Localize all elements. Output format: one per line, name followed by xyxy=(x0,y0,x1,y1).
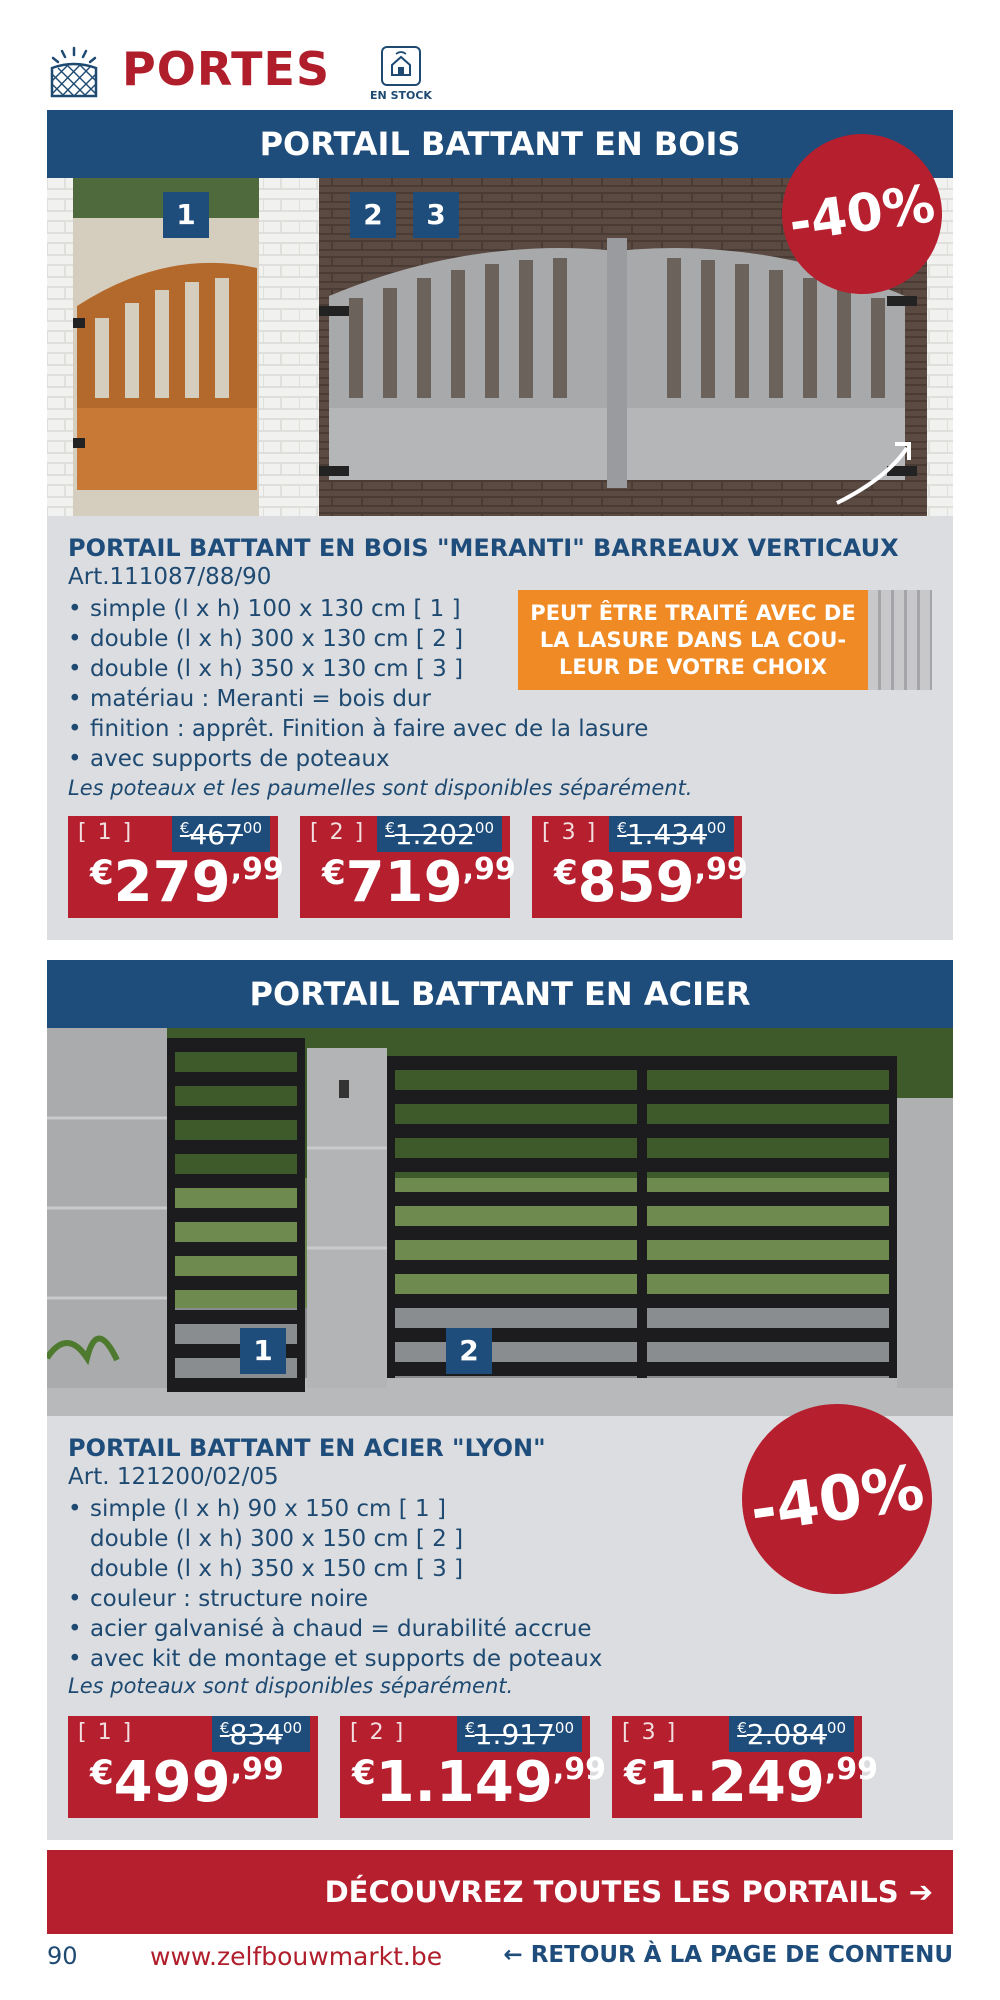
callout-line: LEUR DE VOTRE CHOIX xyxy=(558,655,828,679)
old-price: $^€834^{00}$ xyxy=(212,1716,310,1752)
sale-price: $^€1.249^{,99}$ xyxy=(624,1750,878,1815)
website-link[interactable]: www.zelfbouwmarkt.be xyxy=(150,1942,443,1971)
sale-price: $^€719^{,99}$ xyxy=(322,850,516,915)
callout-line: LA LASURE DANS LA COU- xyxy=(539,628,847,652)
wood-price-card-1 xyxy=(68,816,284,918)
steel-gate-photo xyxy=(47,1028,953,1416)
gate-logo-icon xyxy=(48,46,100,98)
steel-price-card-1 xyxy=(68,1716,318,1818)
sale-price: $^€279^{,99}$ xyxy=(90,850,284,915)
arrow-right-icon: ➔ xyxy=(908,1875,933,1909)
old-price: €1.917$^{00}$ xyxy=(457,1716,582,1752)
price-index: [ 1 ] xyxy=(78,820,134,845)
steel-product-title: PORTAIL BATTANT EN ACIER "LYON" xyxy=(68,1434,546,1462)
in-stock-badge xyxy=(366,46,436,102)
sale-price: $^€499^{,99}$ xyxy=(90,1750,284,1815)
in-stock-label: EN STOCK xyxy=(370,89,432,102)
steel-availability-note: Les poteaux sont disponibles séparément. xyxy=(68,1674,514,1698)
spec-item: • matériau : Meranti = bois dur xyxy=(68,686,431,712)
wood-article-number: Art.111087/88/90 xyxy=(68,564,272,590)
price-index: [ 2 ] xyxy=(350,1720,406,1745)
wood-price-card-3 xyxy=(532,816,748,918)
spec-item: • avec supports de poteaux xyxy=(68,746,390,772)
steel-gate-banner: PORTAIL BATTANT EN ACIER xyxy=(47,960,953,1028)
cta-label: DÉCOUVREZ TOUTES LES PORTAILS xyxy=(324,1875,899,1909)
spec-item: • double (l x h) 350 x 130 cm [ 3 ] xyxy=(68,656,464,682)
photo-badge-2: 2 xyxy=(446,1328,492,1374)
steel-price-card-3 xyxy=(612,1716,878,1818)
spec-item: • couleur : structure noire xyxy=(68,1586,369,1612)
price-index: [ 1 ] xyxy=(78,1720,134,1745)
page-title: PORTES xyxy=(122,42,331,96)
steel-gate-illustration xyxy=(47,1028,953,1416)
discover-all-gates-button[interactable] xyxy=(47,1850,953,1934)
stain-swatch xyxy=(868,590,932,690)
price-index: [ 3 ] xyxy=(622,1720,678,1745)
price-index: [ 2 ] xyxy=(310,820,366,845)
back-to-contents-link[interactable] xyxy=(503,1942,953,1968)
spec-item: • simple (l x h) 100 x 130 cm [ 1 ] xyxy=(68,596,461,622)
steel-price-card-2 xyxy=(340,1716,606,1818)
photo-badge-3: 3 xyxy=(413,192,459,238)
spec-item: double (l x h) 350 x 150 cm [ 3 ] xyxy=(90,1556,464,1582)
old-price: €1.202$^{00}$ xyxy=(377,816,502,852)
spec-item: • simple (l x h) 90 x 150 cm [ 1 ] xyxy=(68,1496,446,1522)
wood-availability-note: Les poteaux et les paumelles sont disponibles séparément. xyxy=(68,776,693,800)
old-price: $^€467^{00}$ xyxy=(172,816,270,852)
spec-item: • acier galvanisé à chaud = durabilité accrue xyxy=(68,1616,592,1642)
photo-badge-1: 1 xyxy=(240,1328,286,1374)
callout-line: PEUT ÊTRE TRAITÉ AVEC DE xyxy=(530,601,856,625)
wood-product-title: PORTAIL BATTANT EN BOIS "MERANTI" BARREAUX VERTICAUX xyxy=(68,534,899,562)
spec-item: double (l x h) 300 x 150 cm [ 2 ] xyxy=(90,1526,464,1552)
sale-price: $^€859^{,99}$ xyxy=(554,850,748,915)
page-number: 90 xyxy=(47,1942,78,1970)
stain-callout xyxy=(518,590,868,690)
photo-badge-1: 1 xyxy=(163,192,209,238)
price-index: [ 3 ] xyxy=(542,820,598,845)
spec-item: • avec kit de montage et supports de poteaux xyxy=(68,1646,603,1672)
steel-article-number: Art. 121200/02/05 xyxy=(68,1464,279,1490)
store-icon xyxy=(381,46,421,86)
old-price: €2.084$^{00}$ xyxy=(729,1716,854,1752)
spec-item: • double (l x h) 300 x 130 cm [ 2 ] xyxy=(68,626,464,652)
wood-gate-banner: PORTAIL BATTANT EN BOIS xyxy=(47,110,953,178)
discount-badge-wood: -40% xyxy=(772,124,953,305)
steel-spec-list xyxy=(68,1494,602,1674)
wood-price-card-2 xyxy=(300,816,516,918)
back-link-label: RETOUR À LA PAGE DE CONTENU xyxy=(530,1942,953,1968)
arrow-left-icon: ← xyxy=(503,1942,523,1968)
discount-badge-steel: -40% xyxy=(730,1392,945,1607)
old-price: €1.434$^{00}$ xyxy=(609,816,734,852)
spec-item: • finition : apprêt. Finition à faire avec de la lasure xyxy=(68,716,649,742)
photo-badge-2: 2 xyxy=(350,192,396,238)
sale-price: $^€1.149^{,99}$ xyxy=(352,1750,606,1815)
